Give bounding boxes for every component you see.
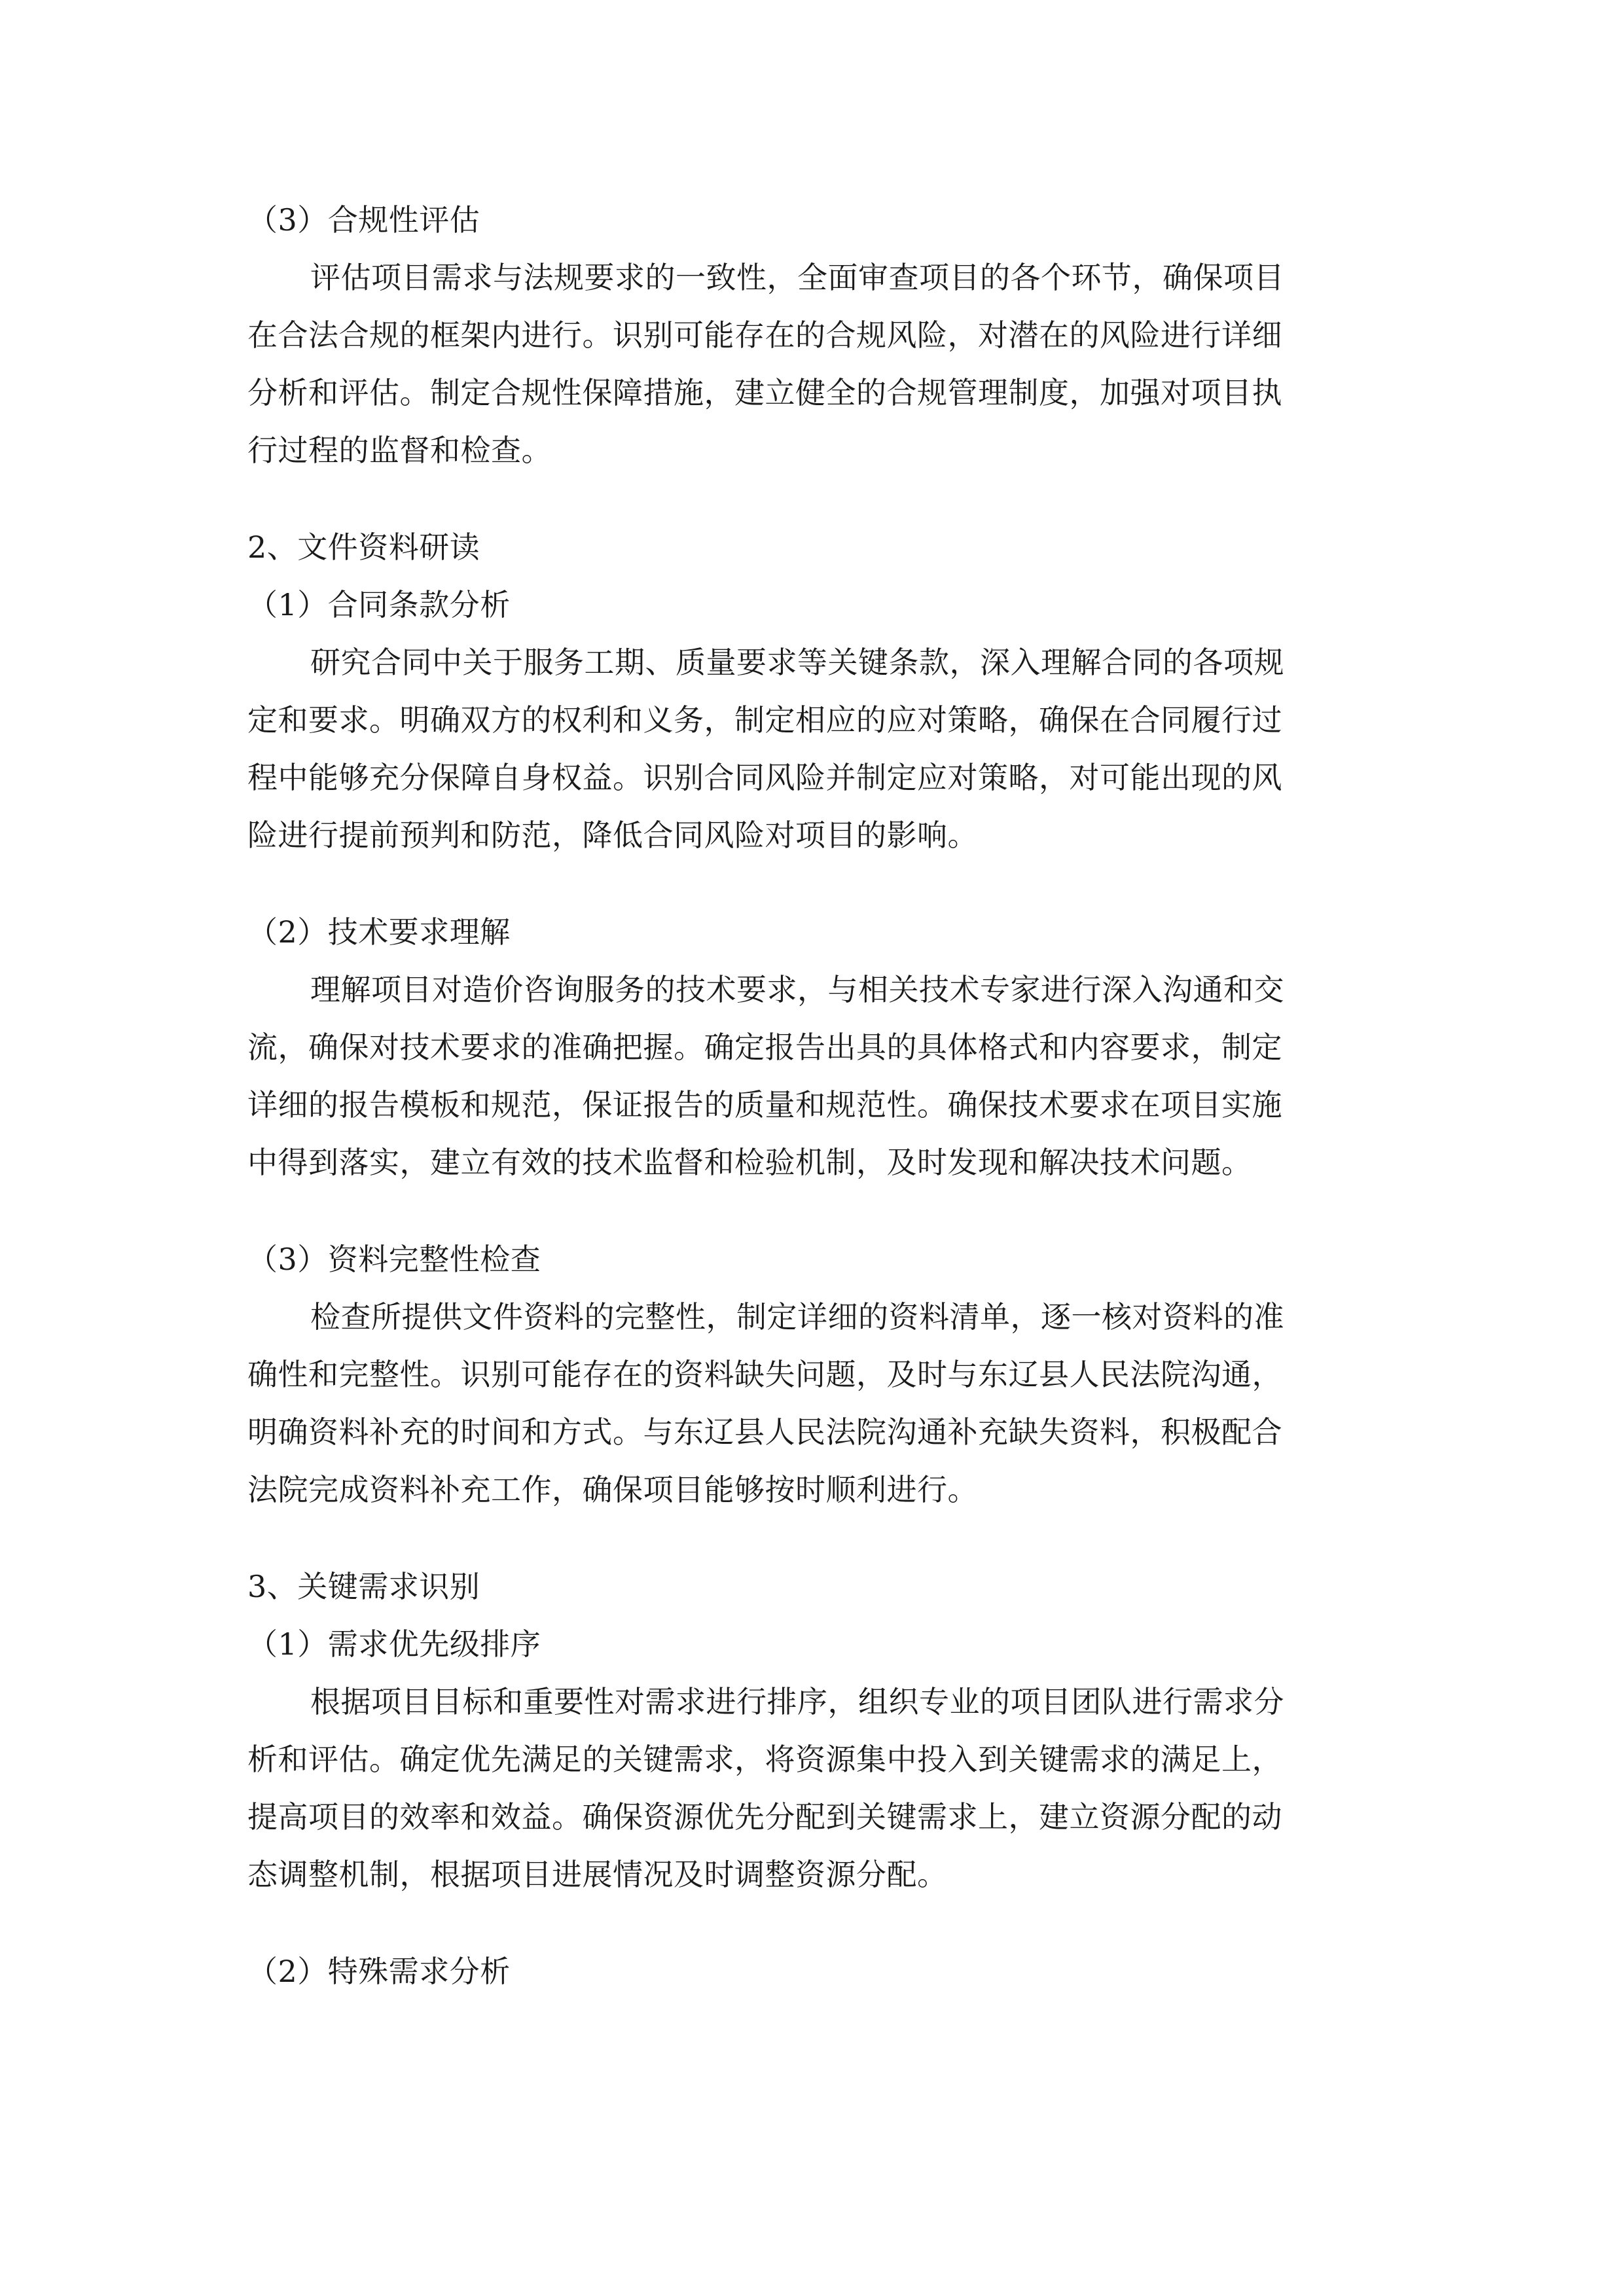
paragraph-line: 明确资料补充的时间和方式。与东辽县人民法院沟通补充缺失资料，积极配合	[247, 1414, 1282, 1450]
paragraph-line: 提高项目的效率和效益。确保资源优先分配到关键需求上，建立资源分配的动	[247, 1799, 1282, 1835]
subheading-completeness-check: （3）资料完整性检查	[247, 1242, 541, 1277]
paragraph-line: 研究合同中关于服务工期、质量要求等关键条款，深入理解合同的各项规	[310, 645, 1284, 680]
paragraph-line: 程中能够充分保障自身权益。识别合同风险并制定应对策略，对可能出现的风	[247, 760, 1282, 795]
paragraph-line: 在合法合规的框架内进行。识别可能存在的合规风险，对潜在的风险进行详细	[247, 317, 1282, 353]
section-heading-key-requirements: 3、关键需求识别	[247, 1569, 480, 1604]
paragraph-line: 析和评估。确定优先满足的关键需求，将资源集中投入到关键需求的满足上，	[247, 1742, 1282, 1777]
section-heading-document-review: 2、文件资料研读	[247, 529, 480, 565]
subheading-special-requirements: （2）特殊需求分析	[247, 1954, 511, 1989]
paragraph-line: 理解项目对造价咨询服务的技术要求，与相关技术专家进行深入沟通和交	[310, 972, 1284, 1007]
paragraph-line: 法院完成资料补充工作，确保项目能够按时顺利进行。	[247, 1472, 978, 1507]
paragraph-line: 行过程的监督和检查。	[247, 433, 552, 468]
paragraph-line: 详细的报告模板和规范，保证报告的质量和规范性。确保技术要求在项目实施	[247, 1087, 1282, 1122]
paragraph-line: 流，确保对技术要求的准确把握。确定报告出具的具体格式和内容要求，制定	[247, 1030, 1282, 1065]
paragraph-line: 根据项目目标和重要性对需求进行排序，组织专业的项目团队进行需求分	[310, 1684, 1284, 1719]
paragraph-line: 定和要求。明确双方的权利和义务，制定相应的应对策略，确保在合同履行过	[247, 702, 1282, 738]
subheading-priority-ranking: （1）需求优先级排序	[247, 1626, 541, 1662]
subheading-compliance-assessment: （3）合规性评估	[247, 202, 480, 238]
paragraph-line: 评估项目需求与法规要求的一致性，全面审查项目的各个环节，确保项目	[310, 260, 1284, 295]
subheading-contract-analysis: （1）合同条款分析	[247, 587, 511, 622]
paragraph-line: 险进行提前预判和防范，降低合同风险对项目的影响。	[247, 817, 978, 853]
paragraph-line: 分析和评估。制定合规性保障措施，建立健全的合规管理制度，加强对项目执	[247, 375, 1282, 410]
paragraph-line: 中得到落实，建立有效的技术监督和检验机制，及时发现和解决技术问题。	[247, 1145, 1252, 1180]
subheading-technical-requirements: （2）技术要求理解	[247, 914, 511, 950]
paragraph-line: 检查所提供文件资料的完整性，制定详细的资料清单，逐一核对资料的准	[310, 1299, 1284, 1335]
paragraph-line: 确性和完整性。识别可能存在的资料缺失问题，及时与东辽县人民法院沟通，	[247, 1357, 1282, 1392]
paragraph-line: 态调整机制，根据项目进展情况及时调整资源分配。	[247, 1857, 948, 1892]
